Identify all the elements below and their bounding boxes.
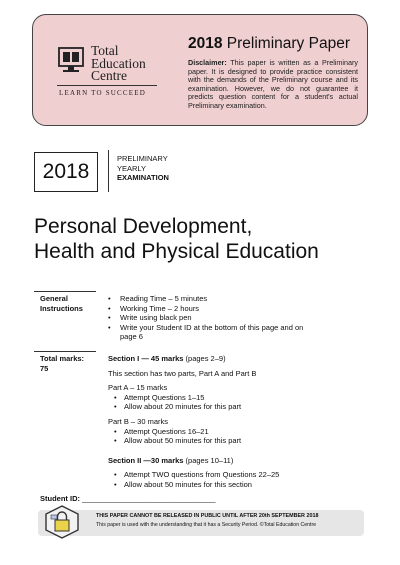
disclaimer — [188, 59, 358, 111]
paper-title — [188, 35, 350, 53]
total-marks-label: Total marks: 75 — [40, 354, 85, 373]
logo-tagline: LEARN TO SUCCEED — [59, 89, 147, 97]
paper-year: 2018 — [188, 35, 223, 52]
marks-breakdown — [108, 354, 328, 490]
list-item: • Write using black pen — [108, 313, 318, 323]
subject-title: Personal Development, Health and Physical Education — [34, 215, 319, 263]
general-instructions-label: General Instructions — [40, 294, 83, 313]
disclaimer-label: Disclaimer: — [188, 58, 227, 67]
footer-security-notice: This paper is used with the understanding that it has a Security Period. ©Total Education Centre — [96, 522, 317, 528]
list-item: • Attempt Questions 16–21 — [108, 427, 328, 437]
section1-heading: Section I — 45 marks (pages 2–9) — [108, 354, 226, 363]
section-rule — [34, 351, 96, 352]
list-item: • Working Time – 2 hours — [108, 304, 318, 314]
list-item: • Allow about 50 minutes for this part — [108, 436, 328, 446]
student-id-blank[interactable]: ________________________________ — [82, 494, 216, 503]
exam-divider — [108, 150, 109, 192]
book-monitor-icon — [57, 46, 87, 74]
section2-heading: Section II —30 marks (pages 10–11) — [108, 455, 234, 465]
exam-type-label: PRELIMINARY YEARLY EXAMINATION — [117, 154, 169, 182]
list-item: • Allow about 50 minutes for this section — [108, 480, 328, 490]
student-id-label: Student ID: — [40, 494, 80, 503]
disclaimer-text: This paper is written as a Preliminary paper. It is designed to provide practice consistent with the demands of the Preliminary course and its examination. However, we do not guarantee it predicts question content for a student's actual Preliminary examination. — [188, 58, 358, 110]
list-item: • Attempt Questions 1–15 — [108, 393, 328, 403]
logo-divider — [57, 85, 157, 86]
total-marks-value: 75 — [40, 363, 49, 373]
student-id-field[interactable] — [40, 494, 216, 503]
partB-heading: Part B – 30 marks — [108, 416, 169, 426]
general-instructions-list — [108, 294, 318, 342]
list-item: • Allow about 20 minutes for this part — [108, 402, 328, 412]
security-lock-icon — [42, 504, 82, 540]
header-box — [32, 14, 368, 126]
section-rule — [34, 291, 96, 292]
logo-wordmark: Total Education Centre — [91, 43, 146, 83]
logo — [47, 41, 167, 111]
section1-intro: This section has two parts, Part A and Part B — [108, 368, 257, 378]
paper-title-text: Preliminary Paper — [226, 35, 350, 52]
exam-year-box: 2018 — [34, 152, 98, 192]
partA-heading: Part A – 15 marks — [108, 383, 168, 393]
footer-release-notice: THIS PAPER CANNOT BE RELEASED IN PUBLIC UNTIL AFTER 20th SEPTEMBER 2018 — [96, 513, 319, 519]
list-item: • Attempt TWO questions from Questions 22–25 — [108, 470, 328, 480]
list-item: • Write your Student ID at the bottom of this page and on page 6 — [108, 323, 318, 342]
list-item: • Reading Time – 5 minutes — [108, 294, 318, 304]
